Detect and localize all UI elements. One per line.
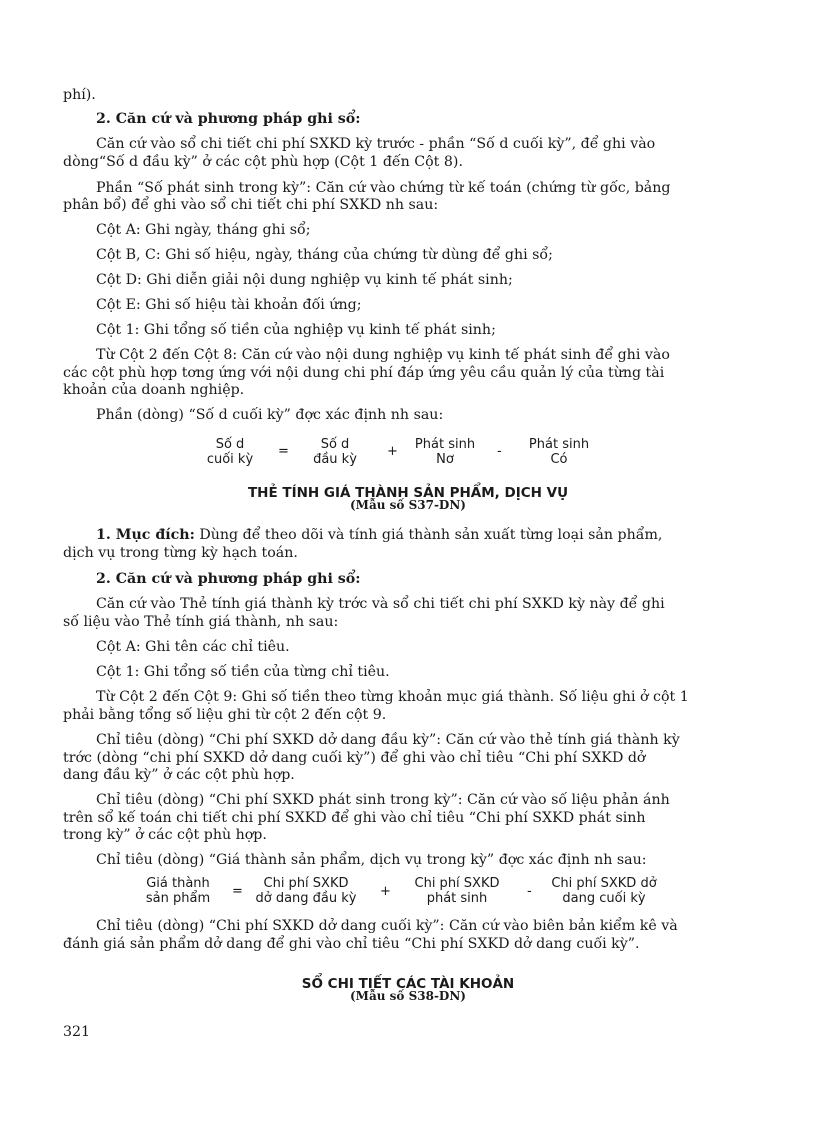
equals-sign: =: [278, 444, 289, 459]
text-line: Chỉ tiêu (dòng) “Chi phí SXKD dở dang cuối kỳ”: Căn cứ vào biên bản kiểm kê và: [96, 918, 678, 934]
text-line: đánh giá sản phẩm dở dang để ghi vào chỉ tiêu “Chi phí SXKD dở dang cuối kỳ”.: [63, 936, 640, 952]
text-line: phải bằng tổng số liệu ghi từ cột 2 đến cột 9.: [63, 707, 387, 723]
plus-sign: +: [387, 444, 398, 459]
text-line: phân bổ) để ghi vào sổ chi tiết chi phí SXKD nh sau:: [63, 197, 439, 213]
text-line: Cột D: Ghi diễn giải nội dung nghiệp vụ kinh tế phát sinh;: [96, 272, 513, 288]
plus-sign: +: [380, 884, 391, 899]
formula-term: đầu kỳ: [313, 452, 357, 467]
text-line: số liệu vào Thẻ tính giá thành, nh sau:: [63, 614, 339, 630]
text-line: Phần “Số phát sinh trong kỳ”: Căn cứ vào chứng từ kế toán (chứng từ gốc, bảng: [96, 180, 671, 196]
section-title: SỔ CHI TIẾT CÁC TÀI KHOẢN: [301, 976, 515, 992]
page-number: 321: [63, 1024, 91, 1040]
text-line: Cột 1: Ghi tổng số tiền của từng chỉ tiêu.: [96, 664, 390, 680]
minus-sign: -: [497, 444, 502, 459]
formula-term: dang cuối kỳ: [562, 891, 646, 906]
text-line: Phần (dòng) “Số d cuối kỳ” đợc xác định nh sau:: [96, 407, 444, 423]
formula-term: Chi phí SXKD: [414, 876, 500, 891]
text-line: dịch vụ trong từng kỳ hạch toán.: [63, 545, 298, 561]
purpose-paragraph: [96, 527, 662, 544]
form-number: (Mẫu số S38-DN): [350, 989, 466, 1003]
section-title: THẺ TÍNH GIÁ THÀNH SẢN PHẨM, DỊCH VỤ: [247, 485, 569, 501]
text-line: trớc (dòng “chi phí SXKD dở dang cuối kỳ”) để ghi vào chỉ tiêu “Chi phí SXKD dở: [63, 750, 646, 766]
section-heading: 2. Căn cứ và phương pháp ghi sổ:: [96, 571, 361, 587]
text-line: Chỉ tiêu (dòng) “Giá thành sản phẩm, dịch vụ trong kỳ” đợc xác định nh sau:: [96, 852, 647, 868]
formula-term: Giá thành: [146, 876, 210, 891]
text-line: các cột phù hợp tơng ứng với nội dung chi phí đáp ứng yêu cầu quản lý của từng tài: [63, 365, 665, 381]
formula-term: cuối kỳ: [206, 452, 254, 467]
formula-term: Nơ: [436, 452, 454, 467]
purpose-text: Dùng để theo dõi và tính giá thành sản xuất từng loại sản phẩm,: [194, 527, 663, 543]
formula-term: Phát sinh: [414, 437, 476, 452]
minus-sign: -: [527, 884, 532, 899]
text-line: Cột 1: Ghi tổng số tiền của nghiệp vụ kinh tế phát sinh;: [96, 322, 496, 338]
text-line: Cột A: Ghi ngày, tháng ghi sổ;: [96, 222, 311, 238]
formula-term: sản phẩm: [145, 891, 211, 906]
formula-term: dở dang đầu kỳ: [255, 891, 357, 906]
formula-term: phát sinh: [426, 891, 488, 906]
form-number: (Mẫu số S37-DN): [350, 498, 466, 512]
purpose-label: 1. Mục đích:: [96, 527, 195, 543]
text-line: khoản của doanh nghiệp.: [63, 382, 245, 398]
text-line: Cột A: Ghi tên các chỉ tiêu.: [96, 639, 290, 655]
text-line: Chỉ tiêu (dòng) “Chi phí SXKD phát sinh trong kỳ”: Căn cứ vào số liệu phản ánh: [96, 792, 670, 808]
formula-term: Số d: [320, 437, 350, 452]
text-line: Từ Cột 2 đến Cột 9: Ghi số tiền theo từng khoản mục giá thành. Số liệu ghi ở cột 1: [96, 689, 689, 705]
text-line: Cột B, C: Ghi số hiệu, ngày, tháng của chứng từ dùng để ghi sổ;: [96, 247, 553, 263]
text-line: Cột E: Ghi số hiệu tài khoản đối ứng;: [96, 297, 362, 313]
formula-term: Chi phí SXKD: [263, 876, 349, 891]
text-line: Căn cứ vào sổ chi tiết chi phí SXKD kỳ trước - phần “Số d cuối kỳ”, để ghi vào: [96, 136, 656, 152]
text-line: Căn cứ vào Thẻ tính giá thành kỳ trớc và sổ chi tiết chi phí SXKD kỳ này để ghi: [96, 596, 665, 612]
section-heading: 2. Căn cứ và phương pháp ghi sổ:: [96, 111, 361, 127]
formula-term: Số d: [215, 437, 245, 452]
text-line: dòng“Số d đầu kỳ” ở các cột phù hợp (Cột 1 đến Cột 8).: [63, 154, 463, 170]
text-line: dang đầu kỳ” ở các cột phù hợp.: [63, 767, 295, 783]
formula-term: Phát sinh: [528, 437, 590, 452]
text-line: Chỉ tiêu (dòng) “Chi phí SXKD dở dang đầu kỳ”: Căn cứ vào thẻ tính giá thành kỳ: [96, 732, 680, 748]
formula-term: Có: [550, 452, 568, 467]
text-line: trên sổ kế toán chi tiết chi phí SXKD để ghi vào chỉ tiêu “Chi phí SXKD phát sinh: [63, 810, 646, 826]
text-line: trong kỳ” ở các cột phù hợp.: [63, 827, 267, 843]
text-line: Từ Cột 2 đến Cột 8: Căn cứ vào nội dung nghiệp vụ kinh tế phát sinh để ghi vào: [96, 347, 670, 363]
text-line: phí).: [63, 87, 96, 103]
equals-sign: =: [232, 884, 243, 899]
formula-term: Chi phí SXKD dở: [551, 876, 657, 891]
